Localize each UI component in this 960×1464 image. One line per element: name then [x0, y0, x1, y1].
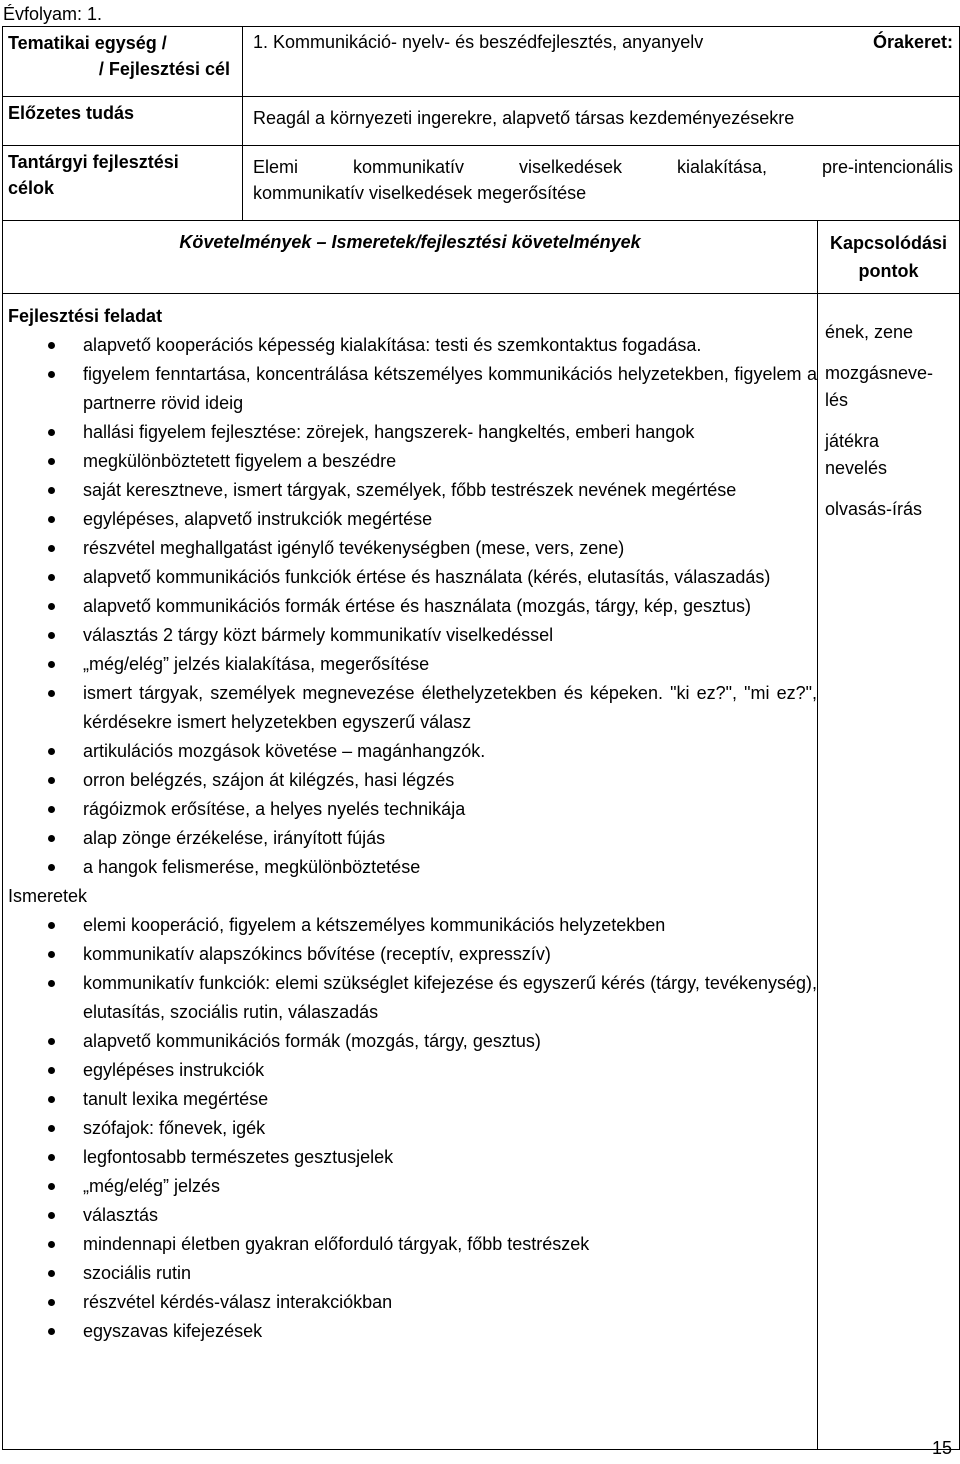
theme-cell	[243, 27, 960, 97]
theme-label-line-1: Tematikai egység /	[8, 33, 167, 53]
list-item: ismert tárgyak, személyek megnevezése élethelyzetekben és képeken. "ki ez?", "mi ez?", kérdésekre ismert helyzetekben egyszerű válasz	[8, 679, 817, 737]
list-item: alapvető kommunikációs formák értése és használata (mozgás, tárgy, kép, gesztus)	[8, 592, 817, 621]
list-item: részvétel meghallgatást igénylő tevékenységben (mese, vers, zene)	[8, 534, 817, 563]
list-item: választás 2 tárgy közt bármely kommunikatív viselkedéssel	[8, 621, 817, 650]
list-item: kommunikatív alapszókincs bővítése (receptív, expresszív)	[8, 940, 817, 969]
link-group-reading	[825, 496, 959, 523]
hours-label: Órakeret:	[872, 32, 954, 52]
theme-title: 1. Kommunikáció- nyelv- és beszédfejlesztés, anyanyelv	[253, 32, 704, 52]
theme-label-cell	[3, 27, 243, 97]
link-text: ének, zene	[825, 322, 914, 342]
tasks-title: Fejlesztési feladat	[8, 306, 163, 326]
link-text: nevelés	[825, 458, 888, 478]
list-item: egylépéses, alapvető instrukciók megértése	[8, 505, 817, 534]
link-text: olvasás-írás	[825, 499, 923, 519]
list-item: szófajok: főnevek, igék	[8, 1114, 817, 1143]
prior-label-cell	[3, 97, 243, 146]
link-text: lés	[825, 390, 849, 410]
list-item: orron belégzés, szájon át kilégzés, hasi légzés	[8, 766, 817, 795]
link-group-music	[825, 319, 959, 346]
list-item: rágóizmok erősítése, a helyes nyelés technikája	[8, 795, 817, 824]
prior-label: Előzetes tudás	[8, 103, 135, 123]
list-item: elemi kooperáció, figyelem a kétszemélyes kommunikációs helyzetekben	[8, 911, 817, 940]
link-text: mozgásneve-	[825, 363, 934, 383]
prior-text: Reagál a környezeti ingerekre, alapvető társas kezdeményezésekre	[253, 108, 795, 128]
list-item: alap zönge érzékelése, irányított fújás	[8, 824, 817, 853]
links-cell	[818, 294, 960, 1450]
goals-text-line-1: Elemi kommunikatív viselkedések kialakítása, pre-intencionális	[253, 157, 954, 177]
goals-label-line-1: Tantárgyi fejlesztési	[8, 152, 179, 172]
list-item: a hangok felismerése, megkülönböztetése	[8, 853, 817, 882]
list-item: hallási figyelem fejlesztése: zörejek, hangszerek- hangkeltés, emberi hangok	[8, 418, 817, 447]
knowledge-title: Ismeretek	[8, 886, 88, 906]
list-item: legfontosabb természetes gesztusjelek	[8, 1143, 817, 1172]
list-item: részvétel kérdés-válasz interakciókban	[8, 1288, 817, 1317]
list-item: tanult lexika megértése	[8, 1085, 817, 1114]
requirements-heading-cell	[3, 221, 818, 294]
list-item: „még/elég” jelzés kialakítása, megerősítése	[8, 650, 817, 679]
list-item: megkülönböztetett figyelem a beszédre	[8, 447, 817, 476]
list-item: „még/elég” jelzés	[8, 1172, 817, 1201]
list-item: választás	[8, 1201, 817, 1230]
tasks-list	[8, 331, 817, 882]
list-item: egylépéses instrukciók	[8, 1056, 817, 1085]
knowledge-list	[8, 911, 817, 1346]
link-group-play	[825, 428, 959, 482]
list-item: alapvető kommunikációs funkciók értése és használata (kérés, elutasítás, válaszadás)	[8, 563, 817, 592]
list-item: saját keresztneve, ismert tárgyak, személyek, főbb testrészek nevének megértése	[8, 476, 817, 505]
links-heading-line-2: pontok	[858, 261, 919, 281]
list-item: mindennapi életben gyakran előforduló tárgyak, főbb testrészek	[8, 1230, 817, 1259]
goals-label-line-2: célok	[8, 178, 55, 198]
links-heading-cell	[818, 221, 960, 294]
list-item: alapvető kommunikációs formák (mozgás, tárgy, gesztus)	[8, 1027, 817, 1056]
page-number: 15	[931, 1438, 952, 1458]
link-text: játékra	[825, 431, 880, 451]
requirements-heading-2: Ismeretek/fejlesztési követelmények	[331, 232, 641, 252]
requirements-heading-1: Követelmények	[179, 232, 312, 252]
list-item: alapvető kooperációs képesség kialakítása: testi és szemkontaktus fogadása.	[8, 331, 817, 360]
list-item: kommunikatív funkciók: elemi szükséglet kifejezése és egyszerű kérés (tárgy, tevékenység), elutasítás, szociális rutin, válaszadás	[8, 969, 817, 1027]
requirements-heading-dash: –	[316, 232, 327, 252]
goals-text-line-2: kommunikatív viselkedések megerősítése	[253, 183, 587, 203]
links-heading-line-1: Kapcsolódási	[829, 233, 948, 253]
list-item: szociális rutin	[8, 1259, 817, 1288]
prior-text-cell	[243, 97, 960, 146]
content-cell	[3, 294, 818, 1450]
curriculum-table	[2, 26, 960, 1450]
goals-text-cell	[243, 146, 960, 221]
link-group-movement	[825, 360, 959, 414]
list-item: figyelem fenntartása, koncentrálása kétszemélyes kommunikációs helyzetekben, figyelem a partnerre rövid ideig	[8, 360, 817, 418]
list-item: artikulációs mozgások követése – magánhangzók.	[8, 737, 817, 766]
theme-label-line-2: / Fejlesztési cél	[98, 59, 230, 79]
list-item: egyszavas kifejezések	[8, 1317, 817, 1346]
grade-label: Évfolyam: 1.	[3, 4, 103, 24]
goals-label-cell	[3, 146, 243, 221]
